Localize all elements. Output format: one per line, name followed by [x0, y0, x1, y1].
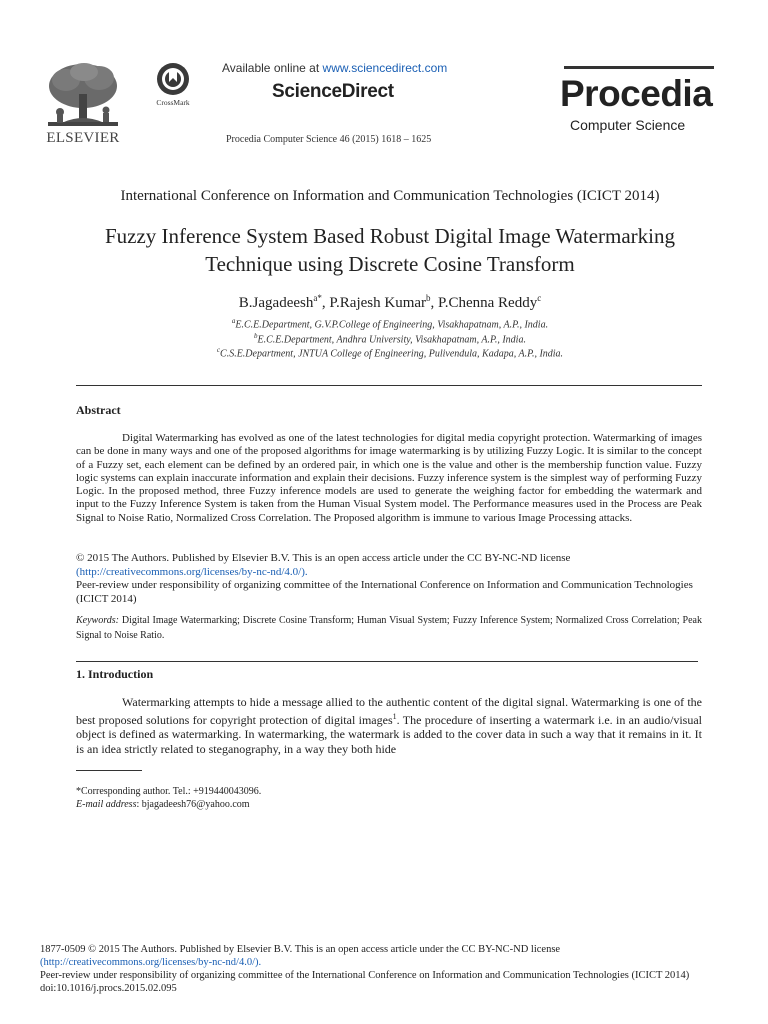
corresponding-author: *Corresponding author. Tel.: +919440043096.: [76, 786, 262, 797]
procedia-logo: Procedia: [560, 73, 713, 114]
section-divider: [76, 661, 698, 662]
sciencedirect-link[interactable]: www.sciencedirect.com: [322, 61, 448, 75]
journal-citation: Procedia Computer Science 46 (2015) 1618 – 1625: [226, 134, 432, 145]
elsevier-tree-icon: [44, 60, 122, 128]
footnote-rule: [76, 770, 142, 771]
affiliation: [0, 346, 768, 359]
footer-issn: 1877-0509 © 2015 The Authors. Published by Elsevier B.V. This is an open access article under the CC BY-NC-ND license: [40, 944, 561, 955]
procedia-top-rule: [564, 66, 714, 69]
paper-title-line-1: Fuzzy Inference System Based Robust Digital Image Watermarking: [104, 224, 675, 248]
section-divider: [76, 385, 702, 386]
crossmark-badge[interactable]: [148, 62, 198, 112]
footer-peer-review: Peer-review under responsibility of organizing committee of the International Conference on Information and Communication Technologies (ICICT 2014): [40, 970, 690, 981]
elsevier-logo: [42, 60, 124, 148]
affiliation-mark: c: [216, 346, 221, 354]
procedia-subtitle: Computer Science: [570, 117, 686, 133]
affiliation-mark: a: [231, 317, 236, 325]
keywords-list: Digital Image Watermarking; Discrete Cosine Transform; Human Visual System; Fuzzy Inference System; Normalized Cross Correlation; Peak Signal to Noise Ratio.: [76, 615, 702, 641]
author-list: [0, 293, 768, 312]
sciencedirect-logo: ScienceDirect: [272, 81, 394, 102]
author-affil-mark: b: [426, 293, 431, 303]
introduction-text: Watermarking attempts to hide a message allied to the authentic content of the digital signal. Watermarking is one of the best proposed solutions for copyright protection of digital images: [76, 695, 702, 727]
affiliation: [0, 317, 768, 330]
crossmark-label: CrossMark: [156, 98, 190, 107]
introduction-heading: 1. Introduction: [76, 667, 154, 681]
license-link[interactable]: (http://creativecommons.org/licenses/by-nc-nd/4.0/).: [76, 565, 308, 578]
introduction-body: [76, 695, 702, 756]
keywords-label: Keywords:: [76, 615, 119, 626]
author-name: B.Jagadeesh: [238, 295, 314, 311]
crossmark-icon: [156, 62, 190, 96]
peer-review-text: Peer-review under responsibility of organizing committee of the International Conference on Information and Communication Technologies (ICICT 2014): [76, 579, 693, 605]
affiliation-text: E.C.E.Department, Andhra University, Visakhapatnam, A.P., India.: [257, 334, 526, 346]
conference-name: International Conference on Information and Communication Technologies (ICICT 2014): [120, 188, 660, 204]
author-separator: ,: [321, 295, 330, 311]
copyright-text: © 2015 The Authors. Published by Elsevier B.V. This is an open access article under the CC BY-NC-ND license: [76, 552, 571, 564]
keywords: [76, 613, 702, 643]
available-online-line: [222, 61, 447, 75]
citation-ref[interactable]: 1: [392, 711, 397, 721]
affiliation: [0, 332, 768, 345]
elsevier-wordmark: ELSEVIER: [46, 130, 120, 146]
affiliation-text: E.C.E.Department, G.V.P.College of Engineering, Visakhapatnam, A.P., India.: [235, 319, 549, 331]
abstract-body: [76, 432, 702, 525]
paper-title: [40, 222, 740, 278]
available-prefix: Available online at: [222, 61, 323, 75]
email-line: [76, 799, 250, 810]
copyright-notice: [76, 552, 702, 606]
author-name: P.Rajesh Kumar: [329, 295, 427, 311]
footer-license-link[interactable]: (http://creativecommons.org/licenses/by-nc-nd/4.0/).: [40, 957, 262, 968]
paper-title-line-2: Technique using Discrete Cosine Transform: [205, 252, 575, 276]
abstract-heading: Abstract: [76, 403, 121, 417]
affiliation-mark: b: [254, 332, 258, 340]
affiliation-text: C.S.E.Department, JNTUA College of Engineering, Pulivendula, Kadapa, A.P., India.: [220, 348, 564, 360]
introduction-text: . The procedure of inserting a watermark i.e. in an audio/visual object is defined as watermarking. In watermarking, the watermark is added to the cover data in such a way that it remains in it. It is an idea strictly related to steganography, in a way they both hide: [76, 712, 703, 756]
author-separator: ,: [430, 295, 439, 311]
author-name: P.Chenna Reddy: [438, 295, 538, 311]
abstract-text: Digital Watermarking has evolved as one of the latest technologies for digital media copyright protection. Watermarking of images can be done in many ways and one of the proposed algorithms for image watermarking is by utilizing Fuzzy Logic. It is similar to the concept of a Fuzzy set, each element can be defined by an ordered pair, in which one is the value and other is the membership function value. Fuzzy logic systems can explain inaccurate information and explain their decisions. Fuzzy inference system is the simplest way of performing Fuzzy Logic. In the proposed method, three Fuzzy inference models are used to generate the weighing factor for embedding the watermark and input to the Fuzzy Inference System is taken from the Human Visual System model. The Performance measures used in the Process are Peak Signal to Noise Ratio, Normalized Cross Correlation. The Proposed algorithm is immune to various Image Processing attacks.: [76, 432, 702, 524]
email-address[interactable]: : bjagadeesh76@yahoo.com: [136, 799, 250, 810]
author-affil-mark: c: [537, 293, 542, 303]
footer-doi[interactable]: doi:10.1016/j.procs.2015.02.095: [40, 983, 177, 994]
email-label: E-mail address: [76, 799, 137, 810]
author-affil-mark: a*: [313, 293, 322, 303]
